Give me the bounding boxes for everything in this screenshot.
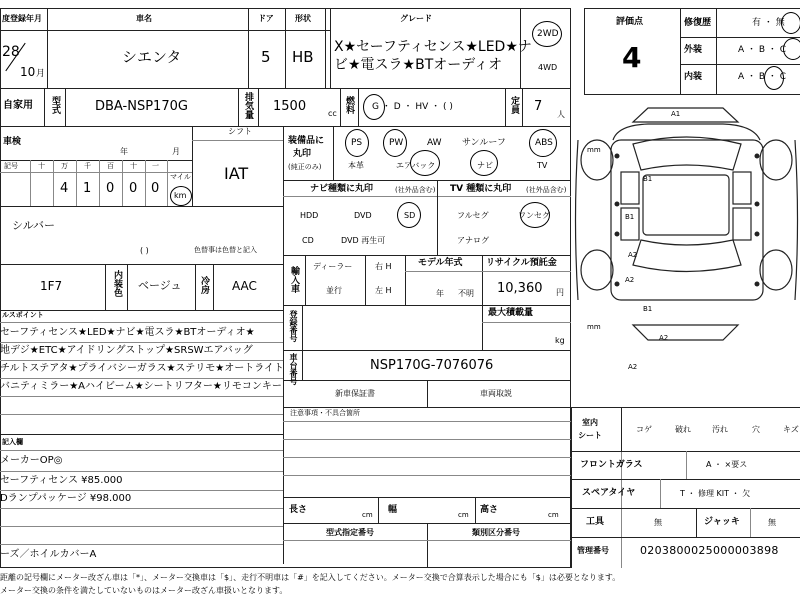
seat-label-1: 室内 bbox=[582, 418, 598, 427]
sales-point-line-4: バニティミラー★Aハイビーム★シートリフター★リモコンキー bbox=[0, 381, 282, 392]
displacement-label: 排気量 bbox=[243, 92, 253, 119]
inspection-year-unit: 年 bbox=[120, 147, 128, 156]
fuel-options: G ・ D ・ HV ・ ( ) bbox=[372, 102, 453, 112]
equip-aw: AW bbox=[427, 138, 442, 148]
fuel-g-circle bbox=[363, 94, 385, 120]
length-unit: cm bbox=[362, 511, 373, 519]
exterior-label: 外装 bbox=[684, 45, 703, 55]
drive-2wd-circle bbox=[532, 21, 562, 47]
diagram-label-a2-bottom: A2 bbox=[659, 334, 669, 342]
equip-airbag: エアバック bbox=[396, 161, 436, 170]
capacity-value: 7 bbox=[534, 99, 543, 114]
equip-navi-circle bbox=[470, 150, 498, 176]
mileage-digit-2: 4 bbox=[60, 181, 69, 196]
mileage-digit-3: 1 bbox=[83, 181, 92, 196]
option-line-6: ーズ／ホイルカバーA bbox=[0, 549, 97, 560]
navi-type-label: ナビ種類に丸印 bbox=[310, 184, 374, 194]
digit-label-ten-thousands: 万 bbox=[61, 162, 68, 170]
equip-abs: ABS bbox=[535, 138, 553, 148]
diagram-label-a2-right: A2 bbox=[628, 363, 638, 371]
navi-sd: SD bbox=[404, 211, 416, 220]
equip-abs-circle bbox=[529, 129, 557, 157]
color-code: 1F7 bbox=[40, 279, 63, 293]
usage-type: 自家用 bbox=[3, 100, 33, 111]
import-left-hand: 左 H bbox=[375, 286, 392, 295]
equipment-label-1: 装備品に bbox=[288, 136, 325, 146]
navi-sd-circle bbox=[397, 202, 421, 228]
recycle-yen: 円 bbox=[556, 288, 564, 297]
seat-scratch: キズ bbox=[783, 425, 799, 434]
capacity-label: 定員 bbox=[509, 96, 519, 114]
body-type: HB bbox=[292, 48, 314, 66]
options-label: 記入欄 bbox=[2, 438, 23, 446]
interior-color-label: 内装色 bbox=[112, 270, 122, 297]
score-label: 評価点 bbox=[616, 17, 644, 27]
chassis-number: NSP170G-7076076 bbox=[370, 358, 494, 373]
repair-history-options: 有 ・ 無 bbox=[752, 18, 785, 28]
spare-tire-label: スペアタイヤ bbox=[582, 488, 636, 498]
sales-point-line-2: 地デジ★ETC★アイドリングストップ★SRSWエアバッグ bbox=[0, 345, 253, 356]
registration-month: 10 bbox=[20, 65, 36, 79]
equip-navi: ナビ bbox=[477, 161, 493, 170]
digit-label-tens: 十 bbox=[130, 162, 137, 170]
ac-value: AAC bbox=[232, 279, 257, 293]
mile-unit: マイル bbox=[170, 173, 191, 181]
equip-ps-circle bbox=[345, 129, 369, 157]
import-label: 輸入車 bbox=[289, 266, 299, 293]
height-unit: cm bbox=[548, 511, 559, 519]
windshield-label: フロントガラス bbox=[580, 460, 643, 470]
interior-b-circle bbox=[764, 66, 784, 90]
year-label: 度登録年月 bbox=[2, 14, 42, 23]
width-unit: cm bbox=[458, 511, 469, 519]
diagram-mm-top: mm bbox=[587, 146, 601, 154]
tv-oneseg: ワンセグ bbox=[518, 211, 550, 220]
registration-number-label: 登録番号 bbox=[289, 310, 298, 342]
import-dealer: ディーラー bbox=[313, 262, 353, 271]
seat-hole: 穴 bbox=[752, 425, 760, 434]
tv-fullseg: フルセグ bbox=[457, 211, 489, 220]
navi-cd: CD bbox=[302, 236, 314, 245]
inspection-label: 車検 bbox=[3, 137, 22, 147]
recycle-label: リサイクル預託金 bbox=[486, 258, 557, 268]
model-year-label: モデル年式 bbox=[418, 258, 463, 268]
height-label: 高さ bbox=[480, 505, 499, 515]
sales-point-line-3: チルトステアタ★プライバシーガラス★ステリモ★オートライト bbox=[0, 363, 284, 374]
mileage-symbol-label: 記号 bbox=[4, 162, 18, 170]
body-color: シルバー bbox=[12, 219, 55, 232]
tools-label: 工具 bbox=[586, 517, 605, 527]
manual-label: 車両取説 bbox=[480, 389, 512, 398]
navi-dvd: DVD bbox=[354, 211, 372, 220]
tv-type-note: (社外品含む) bbox=[526, 186, 567, 194]
option-line-3: Dランプパッケージ ¥98.000 bbox=[0, 493, 132, 504]
interior-label: 内装 bbox=[684, 72, 703, 82]
import-right-hand: 右 H bbox=[375, 262, 392, 271]
equip-sunroof: サンルーフ bbox=[462, 138, 506, 148]
tv-oneseg-circle bbox=[520, 202, 550, 228]
seat-label-2: シート bbox=[578, 431, 602, 440]
equip-tv: TV bbox=[537, 161, 548, 170]
cc-unit: cc bbox=[328, 109, 337, 118]
import-parallel: 並行 bbox=[326, 286, 342, 295]
seat-tear: 破れ bbox=[675, 425, 691, 434]
capacity-unit: 人 bbox=[557, 110, 565, 119]
repair-history-label: 修復歴 bbox=[684, 18, 712, 28]
type-designation-label: 型式指定番号 bbox=[326, 528, 374, 537]
km-circle bbox=[170, 186, 192, 206]
month-unit: 月 bbox=[36, 69, 46, 79]
footer-note-2: メーター交換の条件を満たしていないものはメーター改ざん車扱いとなります。 bbox=[0, 586, 288, 595]
equip-pw-circle bbox=[383, 129, 407, 157]
model-year-unit: 年 bbox=[436, 289, 444, 298]
model-label: 型式 bbox=[50, 96, 60, 114]
diagram-label-a2-left: A2 bbox=[628, 251, 638, 259]
spare-tire-options: T ・ 修理 KIT ・ 欠 bbox=[680, 489, 751, 498]
tv-analog: アナログ bbox=[457, 236, 489, 245]
length-label: 長さ bbox=[289, 505, 308, 515]
damage-diagram bbox=[573, 100, 800, 405]
seat-burn: コゲ bbox=[636, 425, 652, 434]
max-load-label: 最大積載量 bbox=[488, 308, 534, 318]
equipment-label-3: (純正のみ) bbox=[288, 163, 322, 171]
diagram-label-a1: A1 bbox=[671, 110, 681, 118]
recycle-amount: 10,360 bbox=[497, 281, 543, 296]
navi-type-note: (社外品含む) bbox=[395, 186, 436, 194]
equip-airbag-circle bbox=[410, 150, 440, 176]
exterior-c-circle bbox=[783, 38, 800, 60]
windshield-options: A ・ ×要ス bbox=[706, 460, 748, 469]
color-change-note: 色替事は色替と記入 bbox=[194, 246, 257, 254]
grade-label: グレード bbox=[400, 14, 432, 23]
chassis-number-label: 車台番号 bbox=[289, 353, 298, 385]
sales-point-line-1: セーフティセンス★LED★ナビ★電スラ★BTオーディオ★ bbox=[0, 327, 255, 338]
width-label: 幅 bbox=[388, 505, 398, 515]
class-number-label: 類別区分番号 bbox=[472, 528, 520, 537]
management-number-label: 管理番号 bbox=[577, 546, 609, 555]
car-name-label: 車名 bbox=[136, 14, 152, 23]
notes-label: 注意事項・不具合箇所 bbox=[290, 409, 360, 417]
mileage-digit-5: 0 bbox=[129, 181, 138, 196]
drive-4wd: 4WD bbox=[538, 63, 558, 72]
interior-color: ベージュ bbox=[138, 279, 182, 292]
navi-hdd: HDD bbox=[300, 211, 319, 220]
exterior-options: A ・ B ・ C bbox=[738, 45, 787, 55]
digit-label-hundreds: 百 bbox=[107, 162, 114, 170]
navi-dvd-play: DVD 再生可 bbox=[341, 236, 386, 245]
footer-note-1: 距離の記号欄にメーター改ざん車は「*」、メーター交換車は「$」、走行不明車は「#」を記入してください。メーター交換で合算表示した場合にも「$」は必要となります。 bbox=[0, 573, 621, 582]
grade-line-1: X★セーフティセンス★LED★ナ bbox=[334, 39, 532, 55]
car-name: シエンタ bbox=[122, 48, 182, 66]
diagram-label-a2-mid: A2 bbox=[625, 276, 635, 284]
equipment-label-2: 丸印 bbox=[293, 149, 312, 159]
registration-year: 28 bbox=[2, 44, 20, 60]
max-load-unit: kg bbox=[555, 336, 565, 345]
body-label: 形状 bbox=[295, 14, 311, 23]
management-number: 0203800025000003898 bbox=[640, 544, 779, 557]
shift-value: IAT bbox=[224, 164, 249, 183]
inspection-month-unit: 月 bbox=[172, 147, 180, 156]
diagram-mm-bottom: mm bbox=[587, 323, 601, 331]
diagram-label-b1-right: B1 bbox=[643, 305, 653, 313]
model-year-unknown: 不明 bbox=[458, 289, 474, 298]
grade-line-2: ビ★電スラ★BTオーディオ bbox=[334, 57, 503, 73]
door-label: ドア bbox=[258, 14, 274, 23]
evaluation-score: 4 bbox=[622, 41, 642, 74]
sales-points-label: ルスポイント bbox=[2, 311, 44, 319]
option-line-1: メーカーOP◎ bbox=[0, 455, 63, 466]
equip-leather: 本革 bbox=[348, 161, 364, 170]
fuel-label: 燃料 bbox=[344, 96, 354, 114]
warranty-label: 新車保証書 bbox=[335, 389, 375, 398]
door-count: 5 bbox=[261, 48, 271, 66]
equip-ps: PS bbox=[351, 138, 363, 148]
diagram-label-b1-mid: B1 bbox=[625, 213, 635, 221]
displacement-value: 1500 bbox=[273, 99, 307, 114]
digit-label-thousands: 千 bbox=[84, 162, 91, 170]
drive-2wd: 2WD bbox=[537, 29, 559, 39]
tools-value: 無 bbox=[654, 518, 662, 527]
model-code: DBA-NSP170G bbox=[95, 99, 188, 114]
mileage-digit-6: 0 bbox=[151, 181, 160, 196]
tv-type-label: TV 種類に丸印 bbox=[450, 184, 512, 194]
shift-label: シフト bbox=[228, 127, 252, 136]
jack-label: ジャッキ bbox=[704, 517, 740, 527]
equip-pw: PW bbox=[389, 138, 404, 148]
interior-options: A ・ B ・ C bbox=[738, 72, 787, 82]
diagram-label-b1-left: B1 bbox=[643, 175, 653, 183]
color-note-paren: ( ) bbox=[140, 246, 149, 255]
ac-label: 冷房 bbox=[199, 276, 209, 294]
jack-value: 無 bbox=[768, 518, 776, 527]
mileage-digit-4: 0 bbox=[106, 181, 115, 196]
digit-label-ones: 一 bbox=[152, 162, 159, 170]
option-line-2: セーフティセンス ¥85.000 bbox=[0, 475, 123, 486]
repair-none-circle bbox=[781, 12, 800, 34]
digit-label-ten-thousands-upper: 十 bbox=[38, 162, 45, 170]
km-unit: km bbox=[174, 191, 187, 200]
seat-stain: 汚れ bbox=[712, 425, 728, 434]
